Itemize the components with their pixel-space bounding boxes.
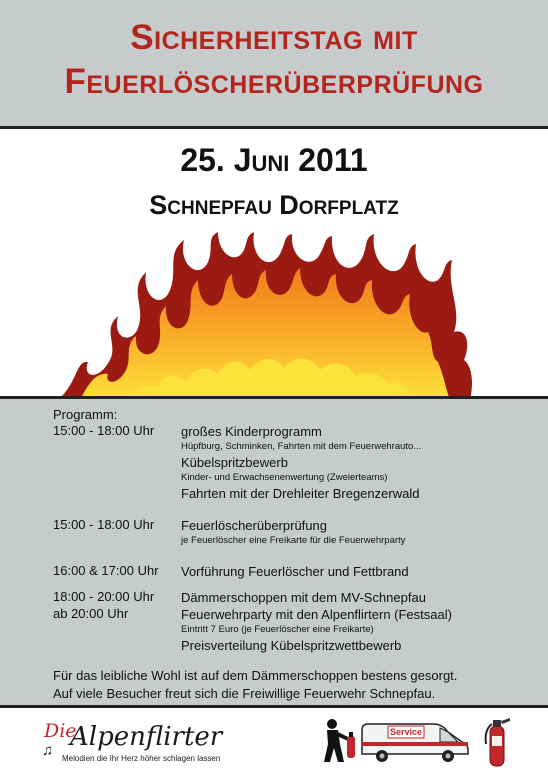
entry-description: [181, 589, 541, 606]
footer: [0, 708, 548, 768]
person-with-extinguisher-icon: [318, 718, 358, 764]
event-date: 25. Juni 2011: [180, 142, 368, 178]
flames-illustration: [58, 232, 474, 400]
entry-line: Eintritt 7 Euro (je Feuerlöscher eine Freikarte): [181, 624, 374, 635]
entry-description: [181, 517, 541, 548]
program-panel: [0, 396, 548, 708]
logo-die-text: Die: [44, 720, 77, 742]
title-line-1: Sicherheitstag mit: [130, 18, 418, 57]
entry-time: 16:00 & 17:00 Uhr: [53, 563, 159, 578]
fire-extinguisher-icon: [482, 712, 512, 768]
entry-line: je Feuerlöscher eine Freikarte für die Feuerwehrparty: [181, 535, 406, 546]
entry-description: [181, 423, 541, 502]
closing-line-1: Für das leibliche Wohl ist auf dem Dämmerschoppen bestens gesorgt.: [53, 668, 458, 683]
closing-line-2: Auf viele Besucher freut sich die Freiwillige Feuerwehr Schnepfau.: [53, 686, 436, 701]
service-van-icon: [360, 720, 472, 764]
entry-line: Feuerlöscherüberprüfung: [181, 518, 327, 533]
entry-line: Kinder- und Erwachsenenwertung (Zweierteams): [181, 472, 388, 483]
title-band: [0, 0, 548, 129]
van-label: Service: [389, 727, 423, 737]
entry-line: Kübelspritzbewerb: [181, 455, 288, 470]
entry-time: 15:00 - 18:00 Uhr: [53, 517, 155, 532]
entry-line: Preisverteilung Kübelspritzwettbewerb: [181, 638, 402, 653]
entry-description: [181, 563, 541, 580]
entry-time: 15:00 - 18:00 Uhr: [53, 423, 155, 438]
program-heading: Programm:: [53, 407, 118, 422]
event-place: Schnepfau Dorfplatz: [149, 190, 399, 220]
entry-line: Vorführung Feuerlöscher und Fettbrand: [181, 564, 409, 579]
logo-name-text: Alpenflirter: [70, 722, 223, 752]
entry-time: ab 20:00 Uhr: [53, 606, 129, 621]
entry-description: [181, 606, 541, 654]
entry-line: Dämmerschoppen mit dem MV-Schnepfau: [181, 590, 426, 605]
entry-line: Fahrten mit der Drehleiter Bregenzerwald: [181, 486, 420, 501]
logo-tagline: Melodien die Ihr Herz höher schlagen lassen: [62, 754, 221, 763]
music-note-icon: ♫: [42, 742, 54, 759]
entry-line: großes Kinderprogramm: [181, 424, 322, 439]
entry-line: Feuerwehrparty mit den Alpenflirtern (Festsaal): [181, 607, 452, 622]
entry-line: Hüpfburg, Schminken, Fahrten mit dem Feuerwehrauto...: [181, 441, 422, 452]
entry-time: 18:00 - 20:00 Uhr: [53, 589, 155, 604]
title-line-2: Feuerlöscherüberprüfung: [64, 62, 484, 101]
closing-text: [53, 667, 457, 703]
